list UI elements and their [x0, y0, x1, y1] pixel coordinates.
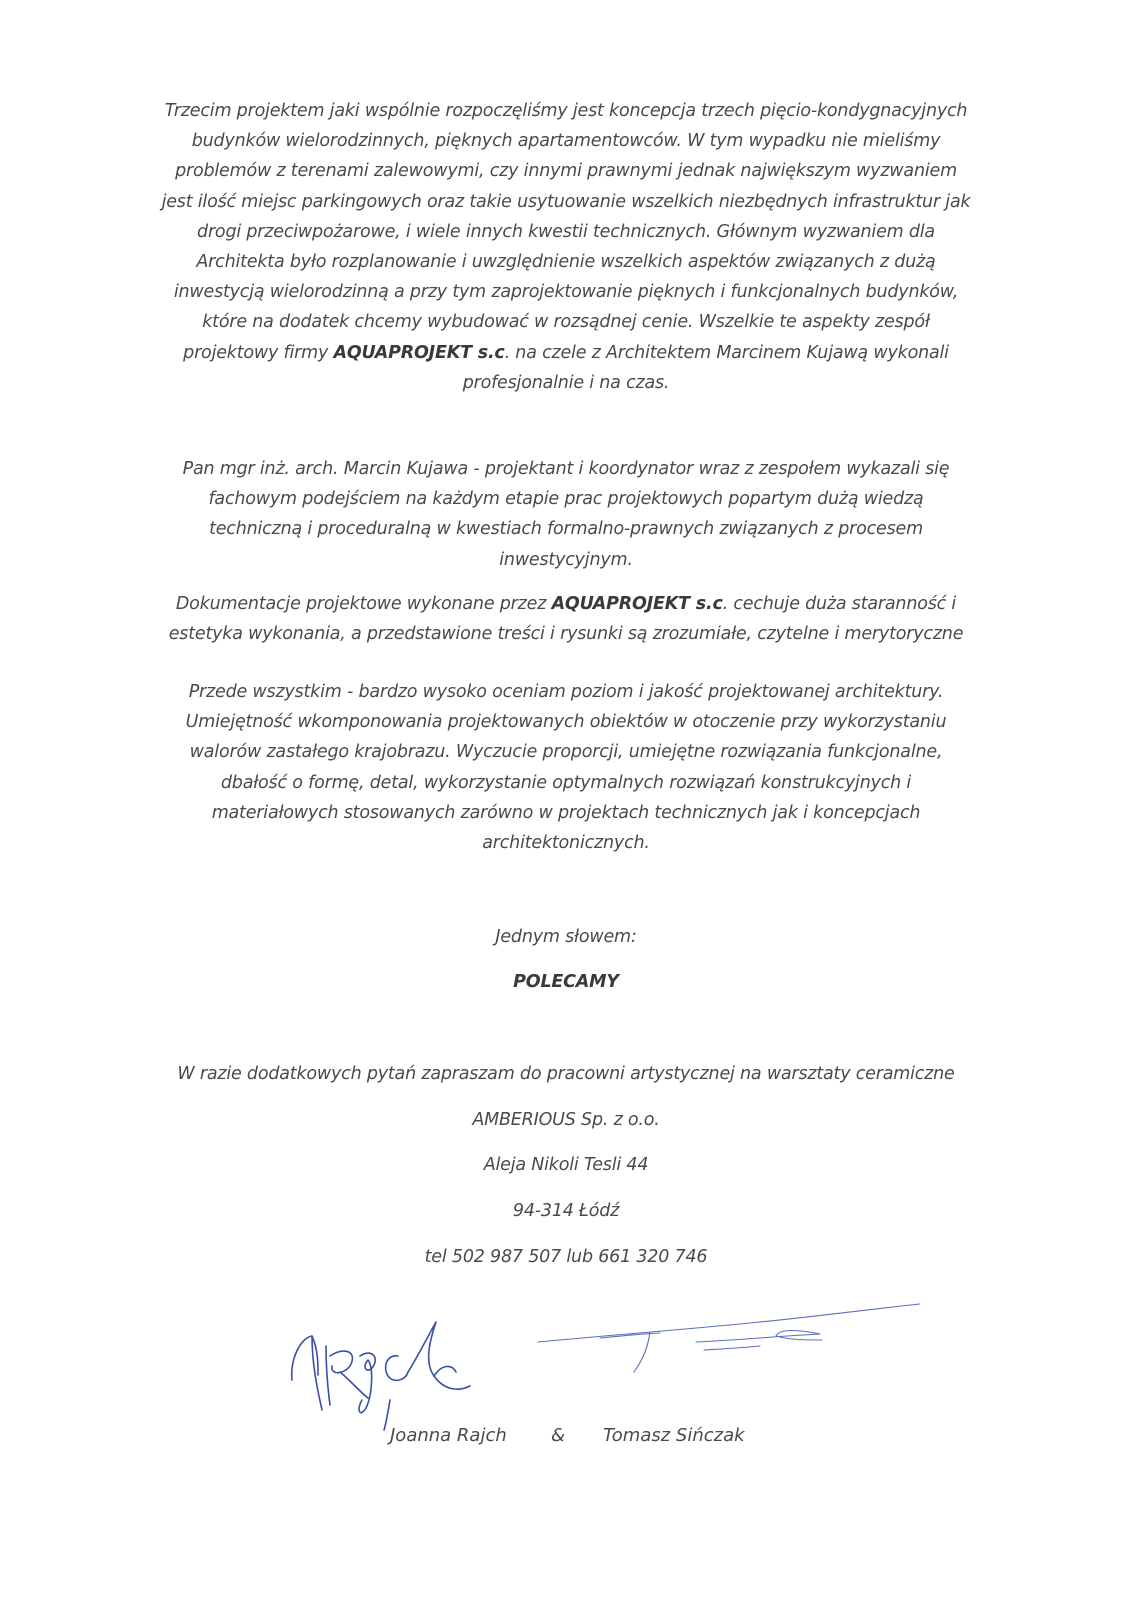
text-line: fachowym podejściem na każdym etapie prac projektowych popartym dużą wiedzą: [208, 489, 924, 510]
text-line: Pan mgr inż. arch. Marcin Kujawa - projektant i koordynator wraz z zespołem wykazali się: [182, 459, 950, 479]
text-line: architektonicznych.: [482, 833, 650, 854]
text-fragment: . na czele z Architektem Marcinem Kujawą wykonali: [504, 342, 949, 363]
closing-intro: Jednym słowem:: [495, 927, 637, 947]
signature-joanna-rajch: [292, 1322, 470, 1430]
text-line: drogi przeciwpożarowe, i wiele innych kwestii technicznych. Głównym wyzwaniem dla: [197, 221, 935, 242]
recommend-headline: POLECAMY: [513, 972, 619, 992]
text-fragment: projektowy firmy: [183, 342, 334, 363]
signature-block: [0, 1300, 1132, 1480]
text-line: dbałość o formę, detal, wykorzystanie optymalnych rozwiązań konstrukcyjnych i: [220, 772, 912, 793]
text-line: inwestycyjnym.: [499, 549, 633, 570]
text-line: budynków wielorodzinnych, pięknych apartamentowców. W tym wypadku nie mieliśmy: [191, 131, 941, 152]
paragraph-architecture-quality: [130, 677, 1002, 858]
text-line: które na dodatek chcemy wybudować w rozsądnej cenie. Wszelkie te aspekty zespół: [202, 312, 930, 333]
paragraph-architect-praise: [130, 454, 1002, 575]
text-fragment: . cechuje duża staranność i: [722, 594, 957, 614]
contact-city: 94-314 Łódź: [512, 1201, 620, 1221]
text-line: [130, 589, 1002, 619]
text-line: jest ilość miejsc parkingowych oraz takie usytuowanie wszelkich niezbędnych infrastruktur jak: [161, 191, 971, 212]
contact-street: Aleja Nikoli Tesli 44: [483, 1155, 649, 1175]
text-line: materiałowych stosowanych zarówno w projektach technicznych jak i koncepcjach: [211, 802, 921, 823]
signature-tomasz-sinczak: [538, 1304, 920, 1372]
text-line: profesjonalnie i na czas.: [462, 372, 670, 393]
text-line: walorów zastałego krajobrazu. Wyczucie proporcji, umiejętne rozwiązania funkcjonalne,: [189, 742, 943, 763]
signer-name-2: Tomasz Sińczak: [603, 1425, 745, 1446]
contact-phone: tel 502 987 507 lub 661 320 746: [424, 1247, 708, 1267]
text-line: Umiejętność wkomponowania projektowanych obiektów w otoczenie przy wykorzystaniu: [185, 712, 947, 733]
text-fragment: Dokumentacje projektowe wykonane przez: [175, 594, 552, 614]
handwritten-signatures: [0, 1300, 1132, 1480]
contact-company: AMBERIOUS Sp. z o.o.: [472, 1110, 660, 1130]
text-line: problemów z terenami zalewowymi, czy innymi prawnymi jednak największym wyzwaniem: [175, 161, 957, 182]
text-line: [130, 338, 1002, 368]
paragraph-project-description: [130, 96, 1002, 398]
paragraph-documentation: [130, 589, 1002, 649]
text-line: estetyka wykonania, a przedstawione treści i rysunki są zrozumiałe, czytelne i merytoryczne: [168, 624, 964, 645]
text-line: Trzecim projektem jaki wspólnie rozpoczęliśmy jest koncepcja trzech pięcio-kondygnacyjnych: [164, 101, 968, 121]
text-line: techniczną i proceduralną w kwestiach formalno-prawnych związanych z procesem: [209, 519, 923, 540]
text-line: inwestycją wielorodzinną a przy tym zaprojektowanie pięknych i funkcjonalnych budynków,: [173, 282, 959, 303]
company-name-bold: AQUAPROJEKT s.c: [551, 594, 723, 614]
signer-name-1: Joanna Rajch: [390, 1425, 507, 1446]
text-line: Przede wszystkim - bardzo wysoko oceniam poziom i jakość projektowanej architektury.: [188, 682, 944, 702]
signer-separator: &: [551, 1425, 566, 1446]
contact-invitation: W razie dodatkowych pytań zapraszam do pracowni artystycznej na warsztaty ceramiczne: [177, 1064, 955, 1084]
text-line: Architekta było rozplanowanie i uwzględnienie wszelkich aspektów związanych z dużą: [196, 252, 936, 273]
company-name-bold: AQUAPROJEKT s.c: [333, 342, 505, 363]
